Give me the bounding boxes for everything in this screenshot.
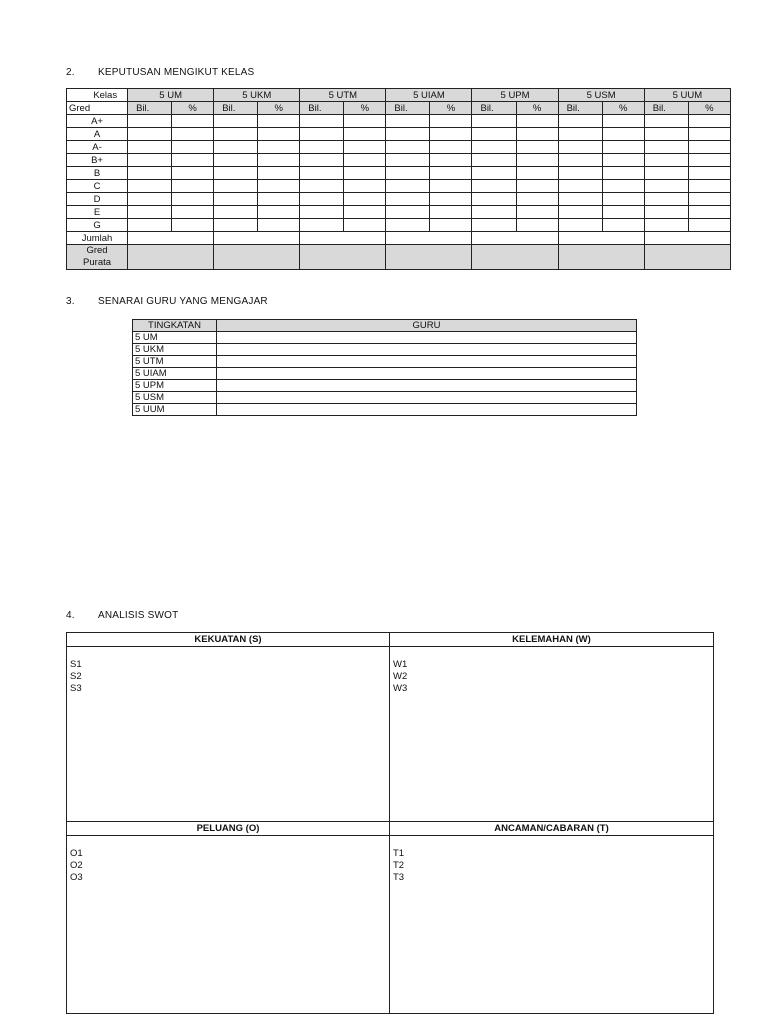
swot-threats — [390, 822, 713, 1013]
section-2-number: 2. — [66, 67, 75, 78]
bil-cell[interactable] — [214, 167, 258, 180]
list-item: T2 — [393, 860, 405, 871]
bil-cell[interactable] — [386, 154, 430, 167]
table-row — [67, 115, 731, 128]
table-row — [133, 380, 637, 392]
teacher-table-header-row — [133, 320, 637, 332]
results-by-class-table — [66, 88, 731, 270]
gred-purata-cell[interactable] — [472, 245, 558, 270]
table-row — [67, 193, 731, 206]
gred-purata-line1: Gred — [86, 245, 108, 256]
bil-cell[interactable] — [300, 128, 344, 141]
pct-cell[interactable] — [258, 206, 300, 219]
list-item: O1 — [70, 848, 83, 859]
pct-cell[interactable] — [516, 206, 558, 219]
section-3-title — [66, 296, 268, 307]
jumlah-cell[interactable] — [472, 232, 558, 245]
pct-cell[interactable] — [602, 180, 644, 193]
bil-cell[interactable] — [472, 193, 516, 206]
strengths-list — [70, 659, 389, 695]
strengths-heading: KEKUATAN (S) — [67, 633, 389, 647]
pct-cell[interactable] — [258, 167, 300, 180]
tingkatan-cell: 5 UPM — [133, 380, 217, 392]
col-tingkatan-header: TINGKATAN — [133, 320, 217, 332]
list-item: S2 — [70, 671, 82, 682]
bil-cell[interactable] — [128, 193, 172, 206]
bil-cell[interactable] — [300, 180, 344, 193]
pct-cell[interactable] — [258, 154, 300, 167]
bil-cell[interactable] — [472, 141, 516, 154]
swot-grid — [66, 632, 714, 1014]
pct-cell[interactable] — [344, 193, 386, 206]
list-item: T1 — [393, 848, 405, 859]
tingkatan-cell: 5 UIAM — [133, 368, 217, 380]
bil-cell[interactable] — [128, 141, 172, 154]
class-header: 5 UKM — [214, 89, 300, 102]
opportunities-list — [70, 848, 389, 884]
pct-cell[interactable] — [516, 141, 558, 154]
swot-opportunities — [67, 822, 390, 1013]
tingkatan-cell: 5 UM — [133, 332, 217, 344]
bil-cell[interactable] — [386, 219, 430, 232]
pct-cell[interactable] — [430, 115, 472, 128]
class-header: 5 UUM — [644, 89, 730, 102]
section-2-title — [66, 67, 254, 78]
table-row — [133, 356, 637, 368]
col-guru-header: GURU — [217, 320, 637, 332]
bil-cell[interactable] — [558, 180, 602, 193]
pct-cell[interactable] — [602, 154, 644, 167]
grade-label: A — [67, 128, 128, 141]
bil-cell[interactable] — [214, 180, 258, 193]
bil-cell[interactable] — [386, 206, 430, 219]
jumlah-label: Jumlah — [67, 232, 128, 245]
section-2-heading: KEPUTUSAN MENGIKUT KELAS — [98, 67, 255, 78]
pct-cell[interactable] — [172, 193, 214, 206]
section-3-number: 3. — [66, 296, 75, 307]
pct-cell[interactable] — [430, 167, 472, 180]
table-row — [133, 368, 637, 380]
bil-cell[interactable] — [128, 115, 172, 128]
pct-header: % — [430, 102, 472, 115]
bil-header: Bil. — [558, 102, 602, 115]
bil-cell[interactable] — [644, 193, 688, 206]
pct-cell[interactable] — [172, 115, 214, 128]
guru-cell[interactable] — [217, 332, 637, 344]
pct-cell[interactable] — [258, 219, 300, 232]
pct-cell[interactable] — [516, 167, 558, 180]
bil-cell[interactable] — [386, 180, 430, 193]
grade-label: G — [67, 219, 128, 232]
class-header: 5 USM — [558, 89, 644, 102]
pct-cell[interactable] — [688, 154, 730, 167]
bil-cell[interactable] — [214, 206, 258, 219]
bil-cell[interactable] — [214, 154, 258, 167]
bil-cell[interactable] — [214, 115, 258, 128]
list-item: O3 — [70, 872, 83, 883]
section-3-heading: SENARAI GURU YANG MENGAJAR — [98, 296, 268, 307]
guru-cell[interactable] — [217, 380, 637, 392]
swot-weaknesses — [390, 633, 713, 822]
threats-heading: ANCAMAN/CABARAN (T) — [390, 822, 713, 836]
pct-cell[interactable] — [430, 141, 472, 154]
class-header: 5 UM — [128, 89, 214, 102]
bil-cell[interactable] — [644, 219, 688, 232]
table-row — [67, 180, 731, 193]
bil-cell[interactable] — [386, 193, 430, 206]
bil-cell[interactable] — [644, 128, 688, 141]
pct-cell[interactable] — [258, 193, 300, 206]
pct-header: % — [172, 102, 214, 115]
gred-purata-line2: Purata — [83, 257, 112, 268]
bil-cell[interactable] — [128, 128, 172, 141]
pct-cell[interactable] — [344, 141, 386, 154]
pct-cell[interactable] — [516, 193, 558, 206]
bil-cell[interactable] — [644, 115, 688, 128]
bil-header: Bil. — [644, 102, 688, 115]
list-item: W3 — [393, 683, 408, 694]
list-item: S3 — [70, 683, 82, 694]
pct-cell[interactable] — [172, 154, 214, 167]
pct-cell[interactable] — [602, 141, 644, 154]
pct-cell[interactable] — [344, 128, 386, 141]
tingkatan-cell: 5 UTM — [133, 356, 217, 368]
bil-cell[interactable] — [128, 154, 172, 167]
pct-cell[interactable] — [258, 115, 300, 128]
pct-cell[interactable] — [258, 141, 300, 154]
table-row — [133, 344, 637, 356]
tingkatan-cell: 5 UUM — [133, 404, 217, 416]
pct-cell[interactable] — [258, 128, 300, 141]
section-4-number: 4. — [66, 610, 75, 621]
guru-cell[interactable] — [217, 356, 637, 368]
pct-cell[interactable] — [172, 219, 214, 232]
bil-cell[interactable] — [558, 193, 602, 206]
pct-cell[interactable] — [602, 128, 644, 141]
bil-cell[interactable] — [472, 154, 516, 167]
guru-cell[interactable] — [217, 392, 637, 404]
bil-cell[interactable] — [300, 141, 344, 154]
grade-label: B+ — [67, 154, 128, 167]
table-row — [133, 404, 637, 416]
pct-cell[interactable] — [430, 180, 472, 193]
bil-header: Bil. — [128, 102, 172, 115]
pct-cell[interactable] — [688, 206, 730, 219]
swot-strengths — [67, 633, 390, 822]
weaknesses-heading: KELEMAHAN (W) — [390, 633, 713, 647]
pct-cell[interactable] — [172, 167, 214, 180]
grade-label: C — [67, 180, 128, 193]
bil-cell[interactable] — [644, 167, 688, 180]
pct-cell[interactable] — [688, 219, 730, 232]
bil-cell[interactable] — [300, 206, 344, 219]
bil-cell[interactable] — [558, 167, 602, 180]
bil-cell[interactable] — [128, 167, 172, 180]
pct-cell[interactable] — [344, 206, 386, 219]
pct-cell[interactable] — [516, 154, 558, 167]
pct-cell[interactable] — [602, 193, 644, 206]
bil-cell[interactable] — [386, 167, 430, 180]
jumlah-cell[interactable] — [214, 232, 300, 245]
header-row-subcols — [67, 102, 731, 115]
pct-cell[interactable] — [344, 154, 386, 167]
gred-purata-cell[interactable] — [386, 245, 472, 270]
gred-purata-cell[interactable] — [558, 245, 644, 270]
jumlah-cell[interactable] — [386, 232, 472, 245]
class-header: 5 UPM — [472, 89, 558, 102]
pct-cell[interactable] — [602, 115, 644, 128]
table-row — [133, 392, 637, 404]
pct-cell[interactable] — [344, 115, 386, 128]
pct-cell[interactable] — [430, 128, 472, 141]
list-item: W2 — [393, 671, 408, 682]
table-row — [67, 141, 731, 154]
guru-cell[interactable] — [217, 344, 637, 356]
pct-cell[interactable] — [344, 219, 386, 232]
bil-cell[interactable] — [128, 219, 172, 232]
bil-cell[interactable] — [472, 180, 516, 193]
teacher-list-table — [132, 319, 637, 416]
pct-cell[interactable] — [688, 141, 730, 154]
opportunities-heading: PELUANG (O) — [67, 822, 389, 836]
pct-cell[interactable] — [172, 206, 214, 219]
class-header: 5 UIAM — [386, 89, 472, 102]
pct-cell[interactable] — [516, 128, 558, 141]
section-4-heading: ANALISIS SWOT — [98, 610, 179, 621]
list-item: W1 — [393, 659, 408, 670]
jumlah-row — [67, 232, 731, 245]
table-row — [67, 154, 731, 167]
jumlah-cell[interactable] — [128, 232, 214, 245]
bil-cell[interactable] — [644, 180, 688, 193]
pct-header: % — [258, 102, 300, 115]
grade-label: E — [67, 206, 128, 219]
bil-cell[interactable] — [472, 206, 516, 219]
pct-cell[interactable] — [344, 180, 386, 193]
bil-cell[interactable] — [472, 219, 516, 232]
threats-list — [393, 848, 713, 884]
header-row-classes — [67, 89, 731, 102]
pct-cell[interactable] — [516, 115, 558, 128]
grade-label: B — [67, 167, 128, 180]
pct-cell[interactable] — [344, 167, 386, 180]
pct-cell[interactable] — [172, 180, 214, 193]
pct-cell[interactable] — [430, 206, 472, 219]
pct-cell[interactable] — [688, 193, 730, 206]
guru-cell[interactable] — [217, 404, 637, 416]
pct-cell[interactable] — [602, 219, 644, 232]
bil-cell[interactable] — [386, 128, 430, 141]
bil-header: Bil. — [472, 102, 516, 115]
pct-cell[interactable] — [430, 219, 472, 232]
pct-cell[interactable] — [688, 180, 730, 193]
bil-cell[interactable] — [214, 141, 258, 154]
grade-label: A- — [67, 141, 128, 154]
pct-cell[interactable] — [258, 180, 300, 193]
pct-cell[interactable] — [516, 180, 558, 193]
table-row — [67, 128, 731, 141]
bil-header: Bil. — [300, 102, 344, 115]
jumlah-cell[interactable] — [300, 232, 386, 245]
pct-cell[interactable] — [516, 219, 558, 232]
pct-cell[interactable] — [688, 167, 730, 180]
gred-purata-cell[interactable] — [214, 245, 300, 270]
gred-purata-label — [67, 245, 128, 270]
pct-cell[interactable] — [172, 141, 214, 154]
section-4-title — [66, 610, 178, 621]
pct-cell[interactable] — [602, 167, 644, 180]
list-item: O2 — [70, 860, 83, 871]
jumlah-cell[interactable] — [558, 232, 644, 245]
grade-label: D — [67, 193, 128, 206]
bil-cell[interactable] — [558, 206, 602, 219]
table-row — [67, 167, 731, 180]
pct-cell[interactable] — [430, 193, 472, 206]
gred-label: Gred — [67, 102, 128, 115]
bil-cell[interactable] — [472, 115, 516, 128]
list-item: S1 — [70, 659, 82, 670]
tingkatan-cell: 5 UKM — [133, 344, 217, 356]
bil-cell[interactable] — [300, 154, 344, 167]
pct-cell[interactable] — [688, 115, 730, 128]
pct-cell[interactable] — [430, 154, 472, 167]
bil-cell[interactable] — [558, 219, 602, 232]
bil-cell[interactable] — [300, 167, 344, 180]
table-row — [67, 219, 731, 232]
bil-cell[interactable] — [558, 115, 602, 128]
bil-cell[interactable] — [472, 128, 516, 141]
grade-label: A+ — [67, 115, 128, 128]
bil-cell[interactable] — [644, 154, 688, 167]
list-item: T3 — [393, 872, 405, 883]
bil-cell[interactable] — [558, 141, 602, 154]
bil-cell[interactable] — [644, 141, 688, 154]
bil-cell[interactable] — [386, 141, 430, 154]
gred-purata-cell[interactable] — [300, 245, 386, 270]
bil-cell[interactable] — [558, 154, 602, 167]
gred-purata-cell[interactable] — [128, 245, 214, 270]
bil-cell[interactable] — [386, 115, 430, 128]
class-header: 5 UTM — [300, 89, 386, 102]
bil-cell[interactable] — [472, 167, 516, 180]
bil-cell[interactable] — [128, 206, 172, 219]
bil-header: Bil. — [386, 102, 430, 115]
pct-header: % — [602, 102, 644, 115]
weaknesses-list — [393, 659, 713, 695]
bil-cell[interactable] — [128, 180, 172, 193]
bil-cell[interactable] — [644, 206, 688, 219]
bil-cell[interactable] — [558, 128, 602, 141]
gred-purata-cell[interactable] — [644, 245, 730, 270]
table-row — [67, 206, 731, 219]
bil-cell[interactable] — [214, 128, 258, 141]
guru-cell[interactable] — [217, 368, 637, 380]
pct-header: % — [344, 102, 386, 115]
pct-header: % — [688, 102, 730, 115]
pct-cell[interactable] — [172, 128, 214, 141]
gred-purata-row — [67, 245, 731, 270]
bil-cell[interactable] — [214, 219, 258, 232]
kelas-label: Kelas — [67, 89, 128, 102]
bil-cell[interactable] — [214, 193, 258, 206]
bil-cell[interactable] — [300, 193, 344, 206]
bil-header: Bil. — [214, 102, 258, 115]
tingkatan-cell: 5 USM — [133, 392, 217, 404]
bil-cell[interactable] — [300, 219, 344, 232]
jumlah-cell[interactable] — [644, 232, 730, 245]
pct-header: % — [516, 102, 558, 115]
table-row — [133, 332, 637, 344]
bil-cell[interactable] — [300, 115, 344, 128]
pct-cell[interactable] — [602, 206, 644, 219]
pct-cell[interactable] — [688, 128, 730, 141]
